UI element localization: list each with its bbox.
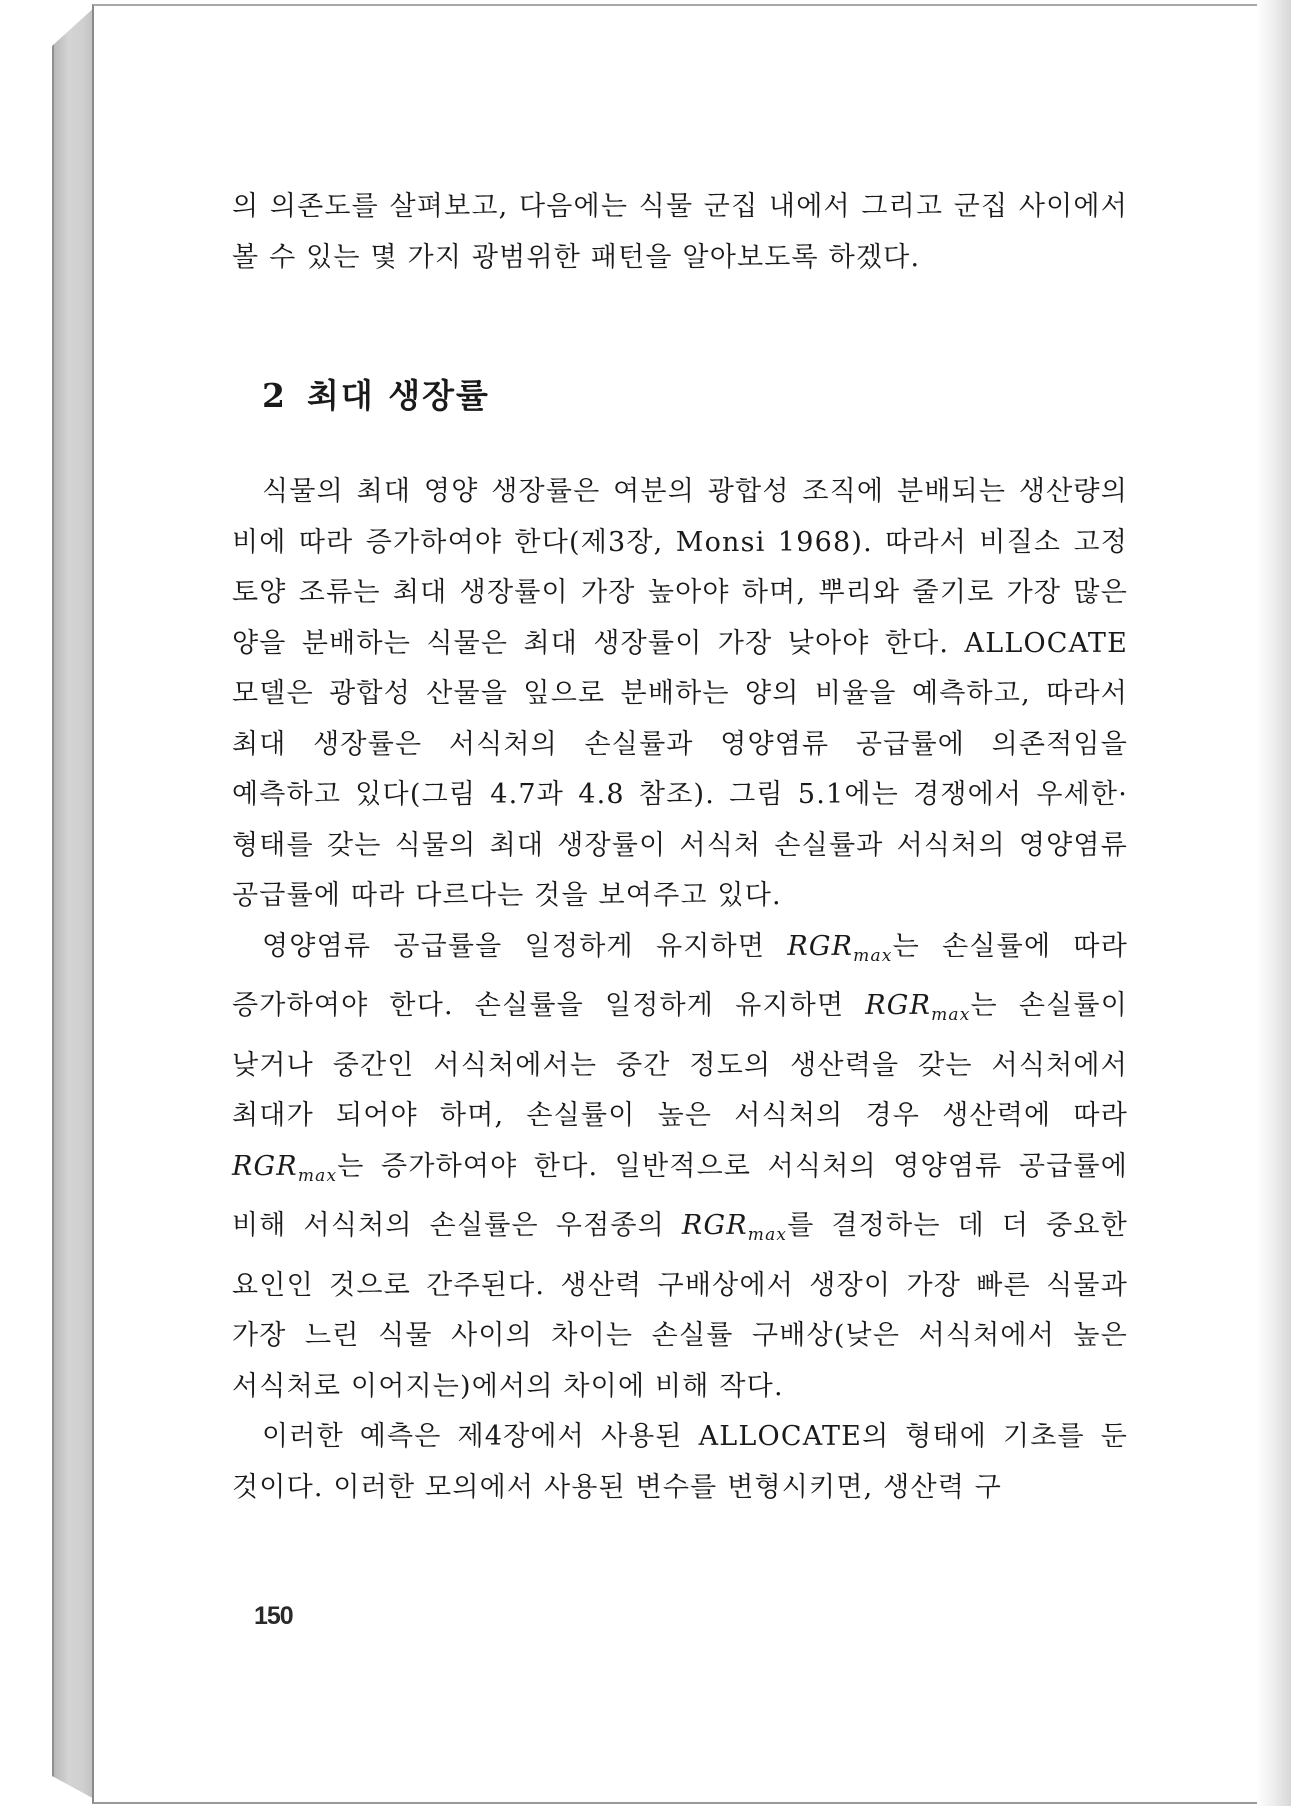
p2-segment-2: 는 손실률에 따라 증가하여야 한다. 손실률을 일정하게 유지하면 [232,930,1128,1021]
page-edge-shadow [1257,0,1291,1806]
paragraph-3: 이러한 예측은 제4장에서 사용된 ALLOCATE의 형태에 기초를 둔 것이다. 이러한 모의에서 사용된 변수를 변형시키면, 생산력 구 [232,1421,1128,1503]
section-number: 2 [262,376,287,415]
page-content [232,182,1128,1513]
p2-segment-1: 영양염류 공급률을 일정하게 유지하면 [262,930,788,962]
section-heading [232,376,1128,416]
rgr-subscript: max [931,1005,971,1025]
rgr-subscript: max [853,945,893,966]
rgr-subscript: max [297,1165,338,1186]
rgr-symbol: RGR [787,930,854,962]
p2-segment-5: 를 결정하는 데 더 중요한 요인인 것으로 간주된다. 생산력 구배상에서 생장이 가장 빠른 식물과 가장 느린 식물 사이의 차이는 손실률 구배상(낮은 서식처에서 높은 서식처로 이어지는)에서의 차이에 비해 작다. [232,1210,1128,1402]
rgr-symbol: RGR [681,1210,748,1241]
p2-segment-3: 는 손실률이 낮거나 중간인 서식처에서는 중간 정도의 생산력을 갖는 서식처에서 최대가 되어야 하며, 손실률이 높은 서식처의 경우 생산력에 따라 [232,990,1128,1131]
section-title: 최대 생장률 [306,376,490,415]
rgr-symbol: RGR [865,990,932,1021]
page-number: 150 [254,1602,293,1630]
rgr-symbol: RGR [232,1150,298,1182]
rgr-subscript: max [747,1225,788,1245]
book-spine-edge [52,6,96,1800]
paragraph-2 [232,922,1128,1413]
opening-paragraph: 의 의존도를 살펴보고, 다음에는 식물 군집 내에서 그리고 군집 사이에서 볼 수 있는 몇 가지 광범위한 패턴을 알아보도록 하겠다. [232,191,1128,273]
paragraph-1: 식물의 최대 영양 생장률은 여분의 광합성 조직에 분배되는 생산량의 비에 따라 증가하여야 한다(제3장, Monsi 1968). 따라서 비질소 고정 토양 조류는 최대 생장률이 가장 높아야 하며, 뿌리와 줄기로 가장 많은 양을 분배하는 식물은 최대 생장률이 가장 낮아야 한다. ALLOCATE 모델은 광합성 산물을 잎으로 분배하는 양의 비율을 예측하고, 따라서 최대 생장률은 서식처의 손실률과 영양염류 공급률에 의존적임을 예측하고 있다(그림 4.7과 4.8 참조). 그림 5.1에는 경쟁에서 우세한·형태를 갖는 식물의 최대 생장률이 서식처 손실률과 서식처의 영양염류 공급률에 따라 다르다는 것을 보여주고 있다. [232,476,1128,911]
p2-segment-4: 는 증가하여야 한다. 일반적으로 서식처의 영양염류 공급률에 비해 서식처의 손실률은 우점종의 [232,1150,1128,1241]
